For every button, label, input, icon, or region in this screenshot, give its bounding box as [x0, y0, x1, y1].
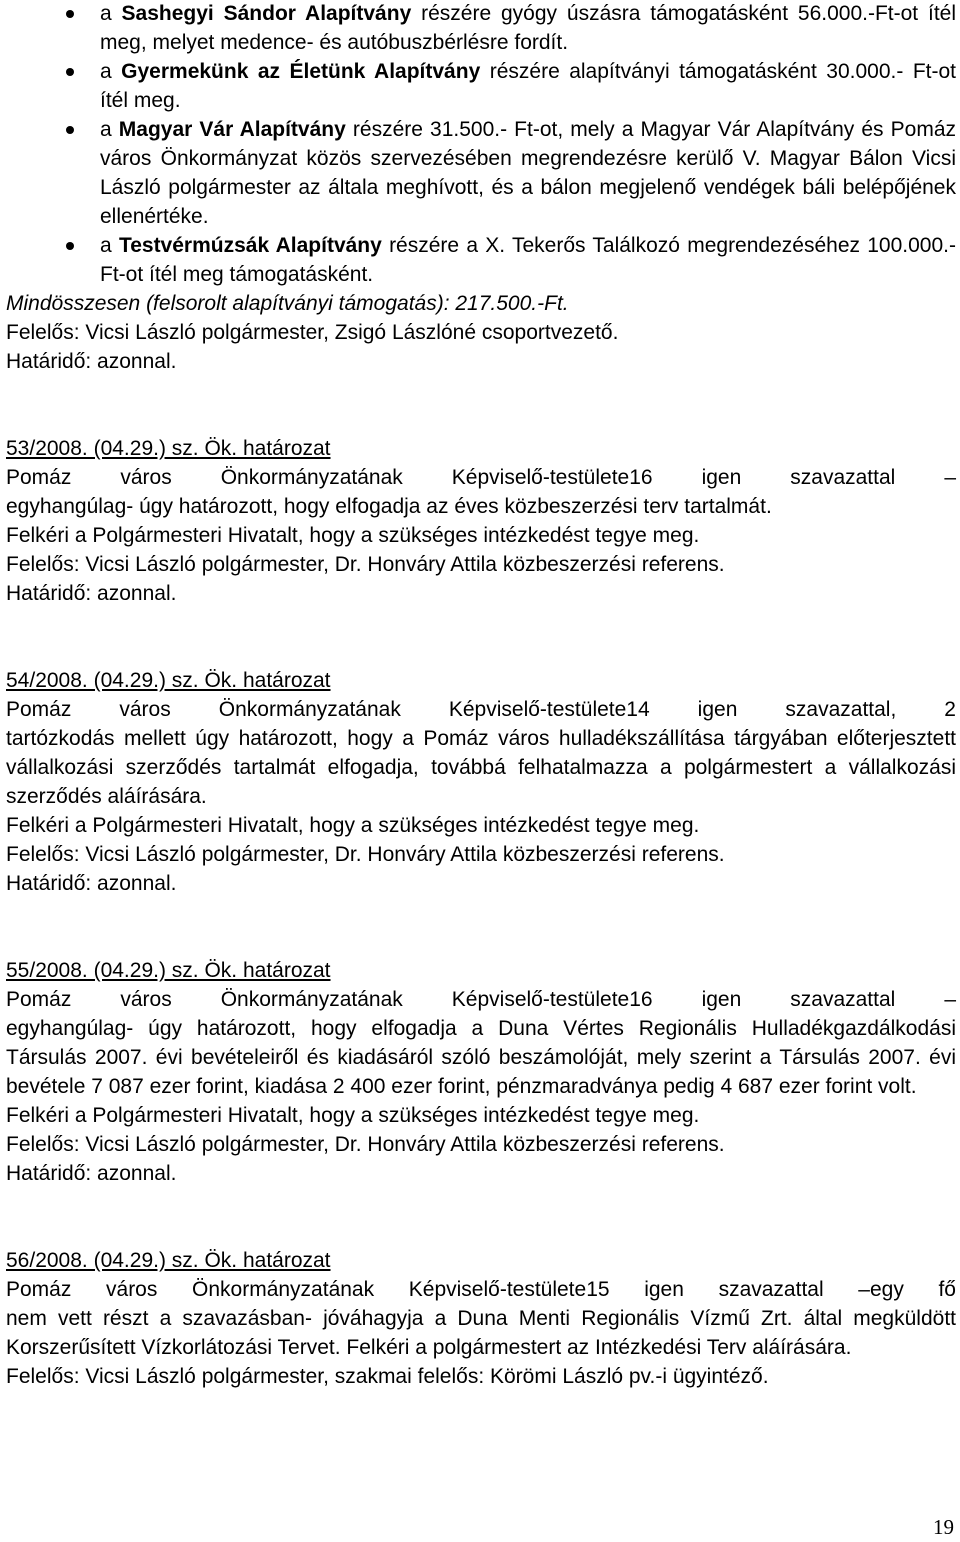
- bullet-icon: [66, 242, 74, 250]
- resolution-body-first-line: Pomáz város Önkormányzatának Képviselő-testülete16 igen szavazattal –: [6, 988, 956, 1011]
- resolution-53: [6, 434, 956, 608]
- item-text: részére a X. Tekerős Találkozó megrendezéséhez 100.000.-Ft-ot ítél meg támogatásként.: [100, 234, 956, 286]
- item-text: részére 31.500.- Ft-ot, mely a Magyar Vár Alapítvány és Pomáz város Önkormányzat közös szervezésében megrendezésre kerülő V. Magyar Bálon Vicsi László polgármester az általa meghívott, és a bálon megjelenő vendégek báli belépőjének ellenértéke.: [100, 118, 957, 228]
- summary-deadline: Határidő: azonnal.: [6, 350, 177, 373]
- item-prefix: a: [100, 2, 122, 25]
- bullet-icon: [66, 68, 74, 76]
- foundation-name: Sashegyi Sándor Alapítvány: [121, 2, 412, 25]
- resolution-request: Felkéri a Polgármesteri Hivatalt, hogy a szükséges intézkedést tegye meg.: [6, 814, 700, 837]
- foundation-name: Magyar Vár Alapítvány: [118, 118, 346, 141]
- summary-responsible: Felelős: Vicsi László polgármester, Zsigó Lászlóné csoportvezető.: [6, 321, 619, 344]
- document-page: [6, 0, 956, 1391]
- bullet-icon: [66, 126, 74, 134]
- resolution-responsible: Felelős: Vicsi László polgármester, Dr. Honváry Attila közbeszerzési referens.: [6, 843, 725, 866]
- resolution-body: nem vett részt a szavazásban- jóváhagyja a Duna Menti Regionális Vízmű Zrt. által megküldött Korszerűsített Vízkorlátozási Tervet. Felkéri a polgármestert az Intézkedési Terv aláírására.: [6, 1307, 956, 1359]
- resolution-request: Felkéri a Polgármesteri Hivatalt, hogy a szükséges intézkedést tegye meg.: [6, 524, 700, 547]
- resolution-title: 56/2008. (04.29.) sz. Ök. határozat: [6, 1249, 331, 1272]
- resolution-54: [6, 666, 956, 898]
- spacer: [6, 1188, 956, 1246]
- summary-total: Mindösszesen (felsorolt alapítványi támogatás): 217.500.-Ft.: [6, 292, 569, 315]
- resolution-body: egyhangúlag- úgy határozott, hogy elfogadja az éves közbeszerzési terv tartalmát.: [6, 495, 772, 518]
- resolution-responsible: Felelős: Vicsi László polgármester, szakmai felelős: Körömi László pv.-i ügyintéző.: [6, 1365, 769, 1388]
- resolution-deadline: Határidő: azonnal.: [6, 582, 177, 605]
- item-prefix: a: [100, 60, 122, 83]
- list-item: [6, 57, 956, 115]
- resolution-body: tartózkodás mellett úgy határozott, hogy a Pomáz város hulladékszállítása tárgyában előterjesztett vállalkozási szerződés tartalmát elfogadja, továbbá felhatalmazza a polgármestert a vállalkozási szerződés aláírására.: [6, 727, 956, 808]
- list-item: [6, 0, 956, 57]
- resolution-body-first-line: Pomáz város Önkormányzatának Képviselő-testülete14 igen szavazattal, 2: [6, 698, 956, 721]
- bullet-icon: [66, 10, 74, 18]
- list-item: [6, 231, 956, 289]
- resolution-56: [6, 1246, 956, 1391]
- resolution-responsible: Felelős: Vicsi László polgármester, Dr. Honváry Attila közbeszerzési referens.: [6, 553, 725, 576]
- resolution-body: egyhangúlag- úgy határozott, hogy elfogadja a Duna Vértes Regionális Hulladékgazdálkodási Társulás 2007. évi bevételeiről és kiadásáról szóló beszámolóját, mely szerint a Társulás 2007. évi bevétele 7 087 ezer forint, kiadása 2 400 ezer forint, pénzmaradványa pedig 4 687 ezer forint volt.: [6, 1017, 956, 1098]
- resolution-55: [6, 956, 956, 1188]
- resolution-body-first-line: Pomáz város Önkormányzatának Képviselő-testülete16 igen szavazattal –: [6, 466, 956, 489]
- resolution-title: 55/2008. (04.29.) sz. Ök. határozat: [6, 959, 331, 982]
- foundation-support-list: [6, 0, 956, 289]
- resolution-responsible: Felelős: Vicsi László polgármester, Dr. Honváry Attila közbeszerzési referens.: [6, 1133, 725, 1156]
- item-prefix: a: [100, 234, 119, 257]
- item-prefix: a: [100, 118, 119, 141]
- spacer: [6, 898, 956, 956]
- list-item: [6, 115, 956, 231]
- spacer: [6, 376, 956, 434]
- resolution-deadline: Határidő: azonnal.: [6, 872, 177, 895]
- resolution-title: 54/2008. (04.29.) sz. Ök. határozat: [6, 669, 331, 692]
- resolution-request: Felkéri a Polgármesteri Hivatalt, hogy a szükséges intézkedést tegye meg.: [6, 1104, 700, 1127]
- resolution-title: 53/2008. (04.29.) sz. Ök. határozat: [6, 437, 331, 460]
- spacer: [6, 608, 956, 666]
- resolution-deadline: Határidő: azonnal.: [6, 1162, 177, 1185]
- foundation-name: Gyermekünk az Életünk Alapítvány: [121, 60, 481, 83]
- resolution-body-first-line: Pomáz város Önkormányzatának Képviselő-testülete15 igen szavazattal –egy fő: [6, 1278, 956, 1301]
- item-text: részére gyógy úszásra támogatásként 56.000.-Ft-ot ítél meg, melyet medence- és autóbuszbérlésre fordít.: [100, 2, 956, 54]
- foundation-name: Testvérmúzsák Alapítvány: [118, 234, 382, 257]
- item-text: részére alapítványi támogatásként 30.000.- Ft-ot ítél meg.: [100, 60, 956, 112]
- page-number: 19: [933, 1515, 954, 1539]
